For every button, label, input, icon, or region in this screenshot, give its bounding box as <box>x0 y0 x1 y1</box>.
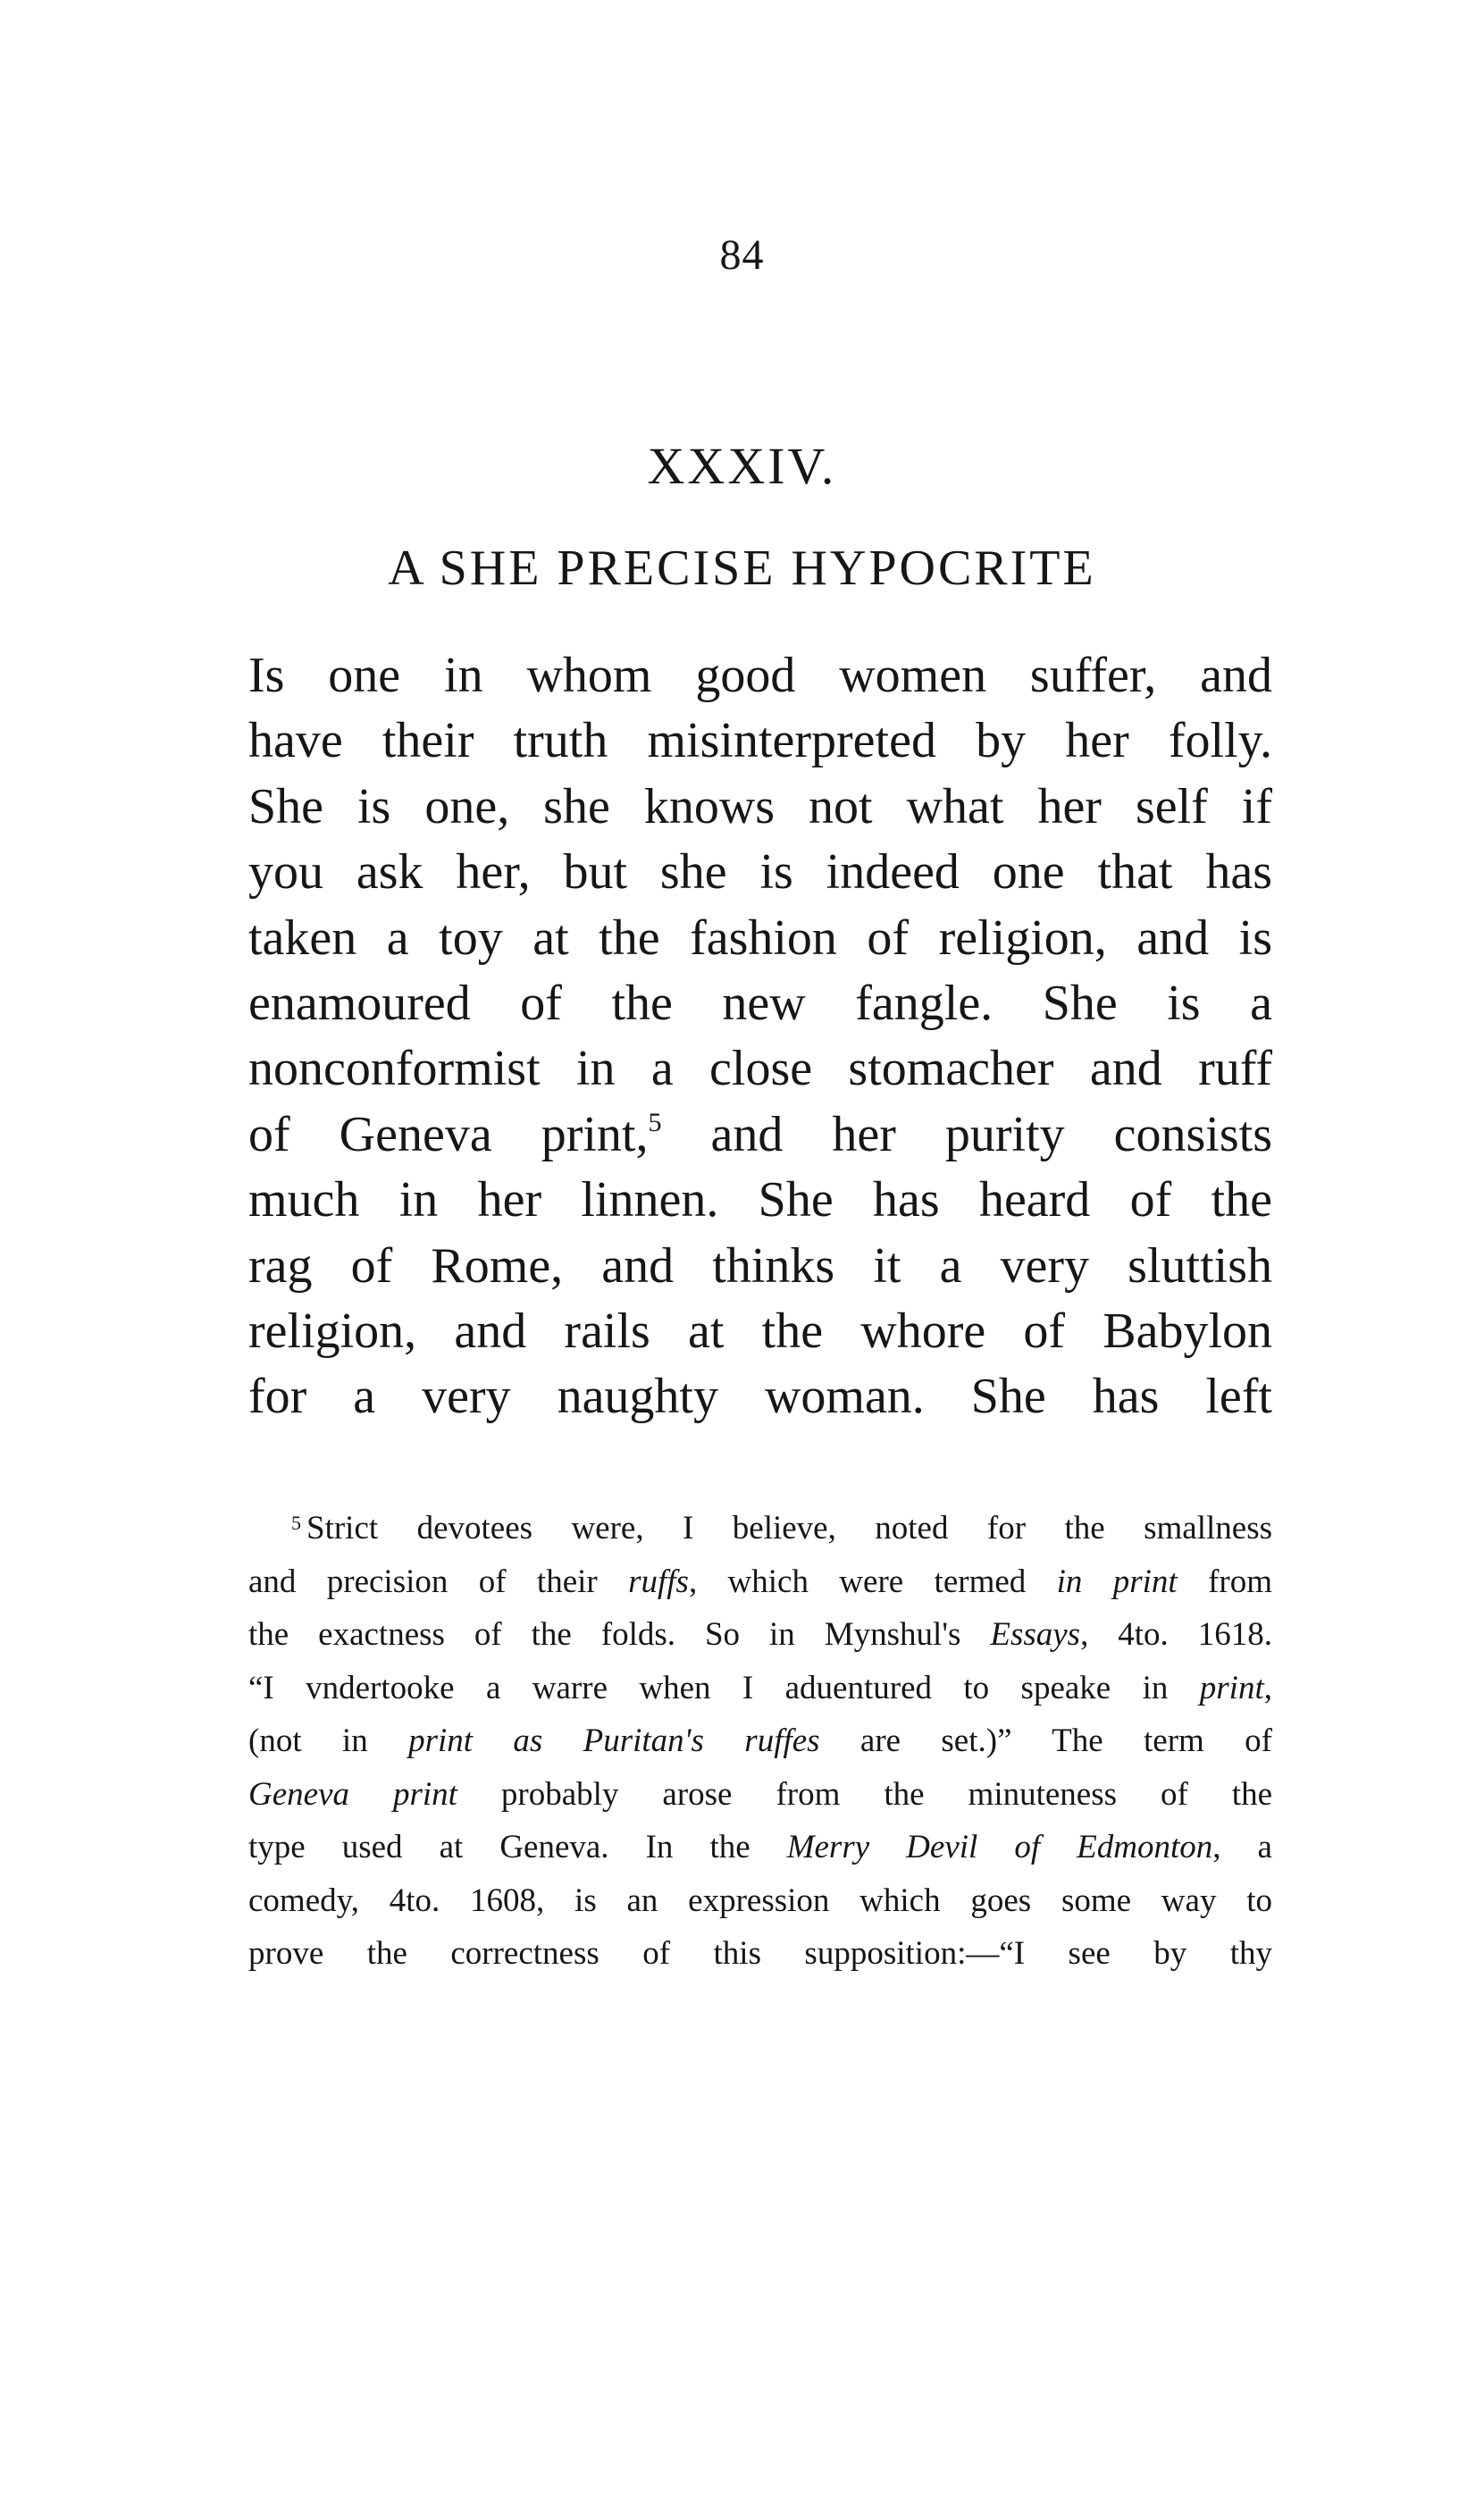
body-line: Is one in whom good women suffer, and <box>248 648 1272 703</box>
chapter-title: A SHE PRECISE HYPOCRITE <box>388 541 1096 596</box>
body-line: nonconformist in a close stomacher and ruff <box>248 1041 1272 1097</box>
footnote-line: and precision of their ruffs, which were termed in print from <box>248 1563 1272 1600</box>
body-line: religion, and rails at the whore of Babylon <box>248 1303 1272 1360</box>
body-line: you ask her, but she is indeed one that has <box>248 844 1272 901</box>
body-line: have their truth misinterpreted by her folly. <box>248 713 1272 769</box>
footnote-reference[interactable]: 5 <box>648 1107 662 1137</box>
body-line: much in her linnen. She has heard of the <box>248 1172 1272 1228</box>
footnote-line: prove the correctness of this supposition:—“I see by thy <box>248 1935 1272 1972</box>
body-line-with-note <box>248 1102 1272 1168</box>
footnote-line: (not in print as Puritan's ruffes are set.)” The term of <box>248 1723 1272 1759</box>
body-line: for a very naughty woman. She has left <box>248 1369 1272 1425</box>
footnote-line: $^5$ Strict devotees were, I believe, noted for the smallness <box>291 1510 1272 1547</box>
body-line: taken a toy at the fashion of religion, and is <box>248 910 1272 966</box>
footnote <box>248 1496 1272 1981</box>
body-line: She is one, she knows not what her self if <box>248 778 1272 834</box>
chapter-number: XXXIV. <box>647 437 837 495</box>
footnote-line: comedy, 4to. 1608, is an expression which goes some way to <box>248 1882 1272 1919</box>
body-line: rag of Rome, and thinks it a very sluttish <box>248 1237 1272 1294</box>
body-line-text: and her purity consists <box>661 1106 1272 1162</box>
footnote-line: “I vndertooke a warre when I aduentured to speake in print, <box>248 1669 1272 1706</box>
footnote-line: the exactness of the folds. So in Mynshul's Essays, 4to. 1618. <box>248 1616 1273 1653</box>
body-line: enamoured of the new fangle. She is a <box>248 976 1272 1032</box>
body-text <box>248 643 1272 1430</box>
body-line-text: of Geneva print, <box>248 1106 649 1162</box>
footnote-marker: 5 <box>291 1512 301 1534</box>
footnote-line: type used at Geneva. In the Merry Devil of Edmonton, a <box>248 1829 1272 1865</box>
page-number: 84 <box>719 231 765 279</box>
footnote-line: Geneva print probably arose from the minuteness of the <box>248 1775 1273 1813</box>
